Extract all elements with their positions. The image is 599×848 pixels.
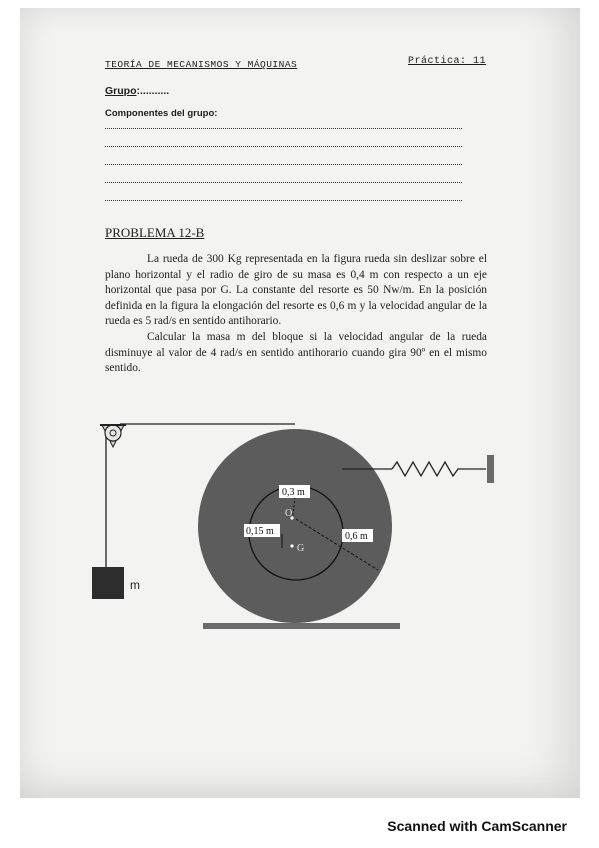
center-G-label: G — [297, 543, 305, 554]
ground-plane — [203, 623, 400, 629]
scanner-credit: Scanned with CamScanner — [387, 818, 567, 834]
group-label: Grupo — [105, 85, 137, 97]
group-value: :.......... — [136, 85, 170, 97]
inner-radius-label: 0,3 m — [282, 487, 305, 498]
center-O-label: O — [285, 508, 293, 519]
outer-radius-label: 0,6 m — [345, 531, 368, 542]
member-line — [105, 200, 462, 201]
group-field — [105, 85, 169, 97]
hanging-block — [92, 567, 124, 599]
member-line — [105, 146, 462, 147]
course-title: TEORÍA DE MECANISMOS Y MÁQUINAS — [105, 59, 298, 70]
member-line — [105, 128, 462, 129]
member-line — [105, 182, 462, 183]
problem-title: PROBLEMA 12-B — [105, 225, 205, 240]
spring — [392, 462, 486, 476]
members-label: Componentes del grupo: — [105, 108, 218, 119]
mechanism-figure — [80, 415, 510, 635]
pulley — [100, 425, 126, 447]
problem-paragraph: Calcular la masa m del bloque si la velocidad angular de la rueda disminuye al valor de 4 rad/s en sentido antihorario cuando gira 90º en el mismo sentido. — [105, 330, 487, 375]
scanned-paper — [20, 8, 580, 798]
mass-label: m — [130, 578, 140, 592]
problem-paragraph: La rueda de 300 Kg representada en la figura rueda sin deslizar sobre el plano horizontal y el radio de giro de su masa es 0,4 m con respecto a un eje horizontal que pasa por G. La constante del resorte es 50 Nw/m. En la posición definida en la figura la elongación del resorte es 0,6 m y la velocidad angular de la rueda es 5 rad/s en sentido antihorario. — [105, 253, 487, 328]
practice-number: Práctica: 11 — [408, 56, 487, 67]
member-line — [105, 164, 462, 165]
problem-statement — [105, 252, 487, 377]
wall-anchor — [487, 455, 494, 483]
wheel-outer — [198, 429, 392, 623]
point-G — [290, 544, 293, 547]
offset-label: 0,15 m — [246, 526, 274, 537]
